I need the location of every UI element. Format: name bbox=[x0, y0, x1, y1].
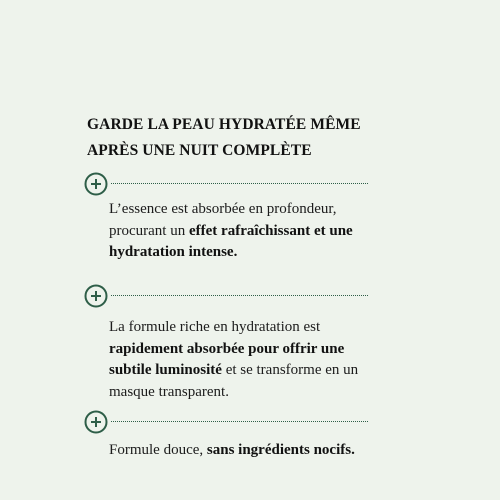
feature-item-1 bbox=[84, 172, 384, 260]
plus-circle-icon[interactable] bbox=[84, 284, 108, 308]
feature-header-3 bbox=[84, 410, 384, 434]
feature-item-3 bbox=[84, 410, 384, 458]
plus-circle-icon[interactable] bbox=[84, 410, 108, 434]
feature-header-2 bbox=[84, 284, 384, 308]
feature-text-2-bold: rapidement absorbée pour offrir une subtile luminosité bbox=[109, 340, 345, 378]
dotted-divider bbox=[111, 421, 368, 422]
feature-text-2-tail: et se transforme en un masque transparent. bbox=[109, 362, 359, 400]
feature-header-1 bbox=[84, 172, 384, 196]
feature-text-3 bbox=[109, 440, 384, 462]
dotted-divider bbox=[111, 295, 368, 296]
feature-text-1 bbox=[109, 199, 384, 264]
feature-text-1-bold: effet rafraîchissant et une hydratation intense. bbox=[109, 222, 353, 260]
feature-item-2 bbox=[84, 284, 384, 400]
feature-text-2-normal: La formule riche en hydratation est bbox=[109, 319, 321, 335]
dotted-divider bbox=[111, 183, 368, 184]
page-title bbox=[87, 112, 387, 164]
feature-text-2 bbox=[109, 317, 384, 403]
title-line-1: GARDE LA PEAU HYDRATÉE MÊME bbox=[87, 116, 361, 133]
feature-text-3-normal: Formule douce, bbox=[109, 442, 207, 458]
title-line-2: APRÈS UNE NUIT COMPLÈTE bbox=[87, 142, 312, 159]
feature-text-1-normal: L’essence est absorbée en profondeur, procurant un bbox=[109, 201, 337, 239]
plus-circle-icon[interactable] bbox=[84, 172, 108, 196]
feature-text-3-bold: sans ingrédients nocifs. bbox=[206, 442, 355, 458]
